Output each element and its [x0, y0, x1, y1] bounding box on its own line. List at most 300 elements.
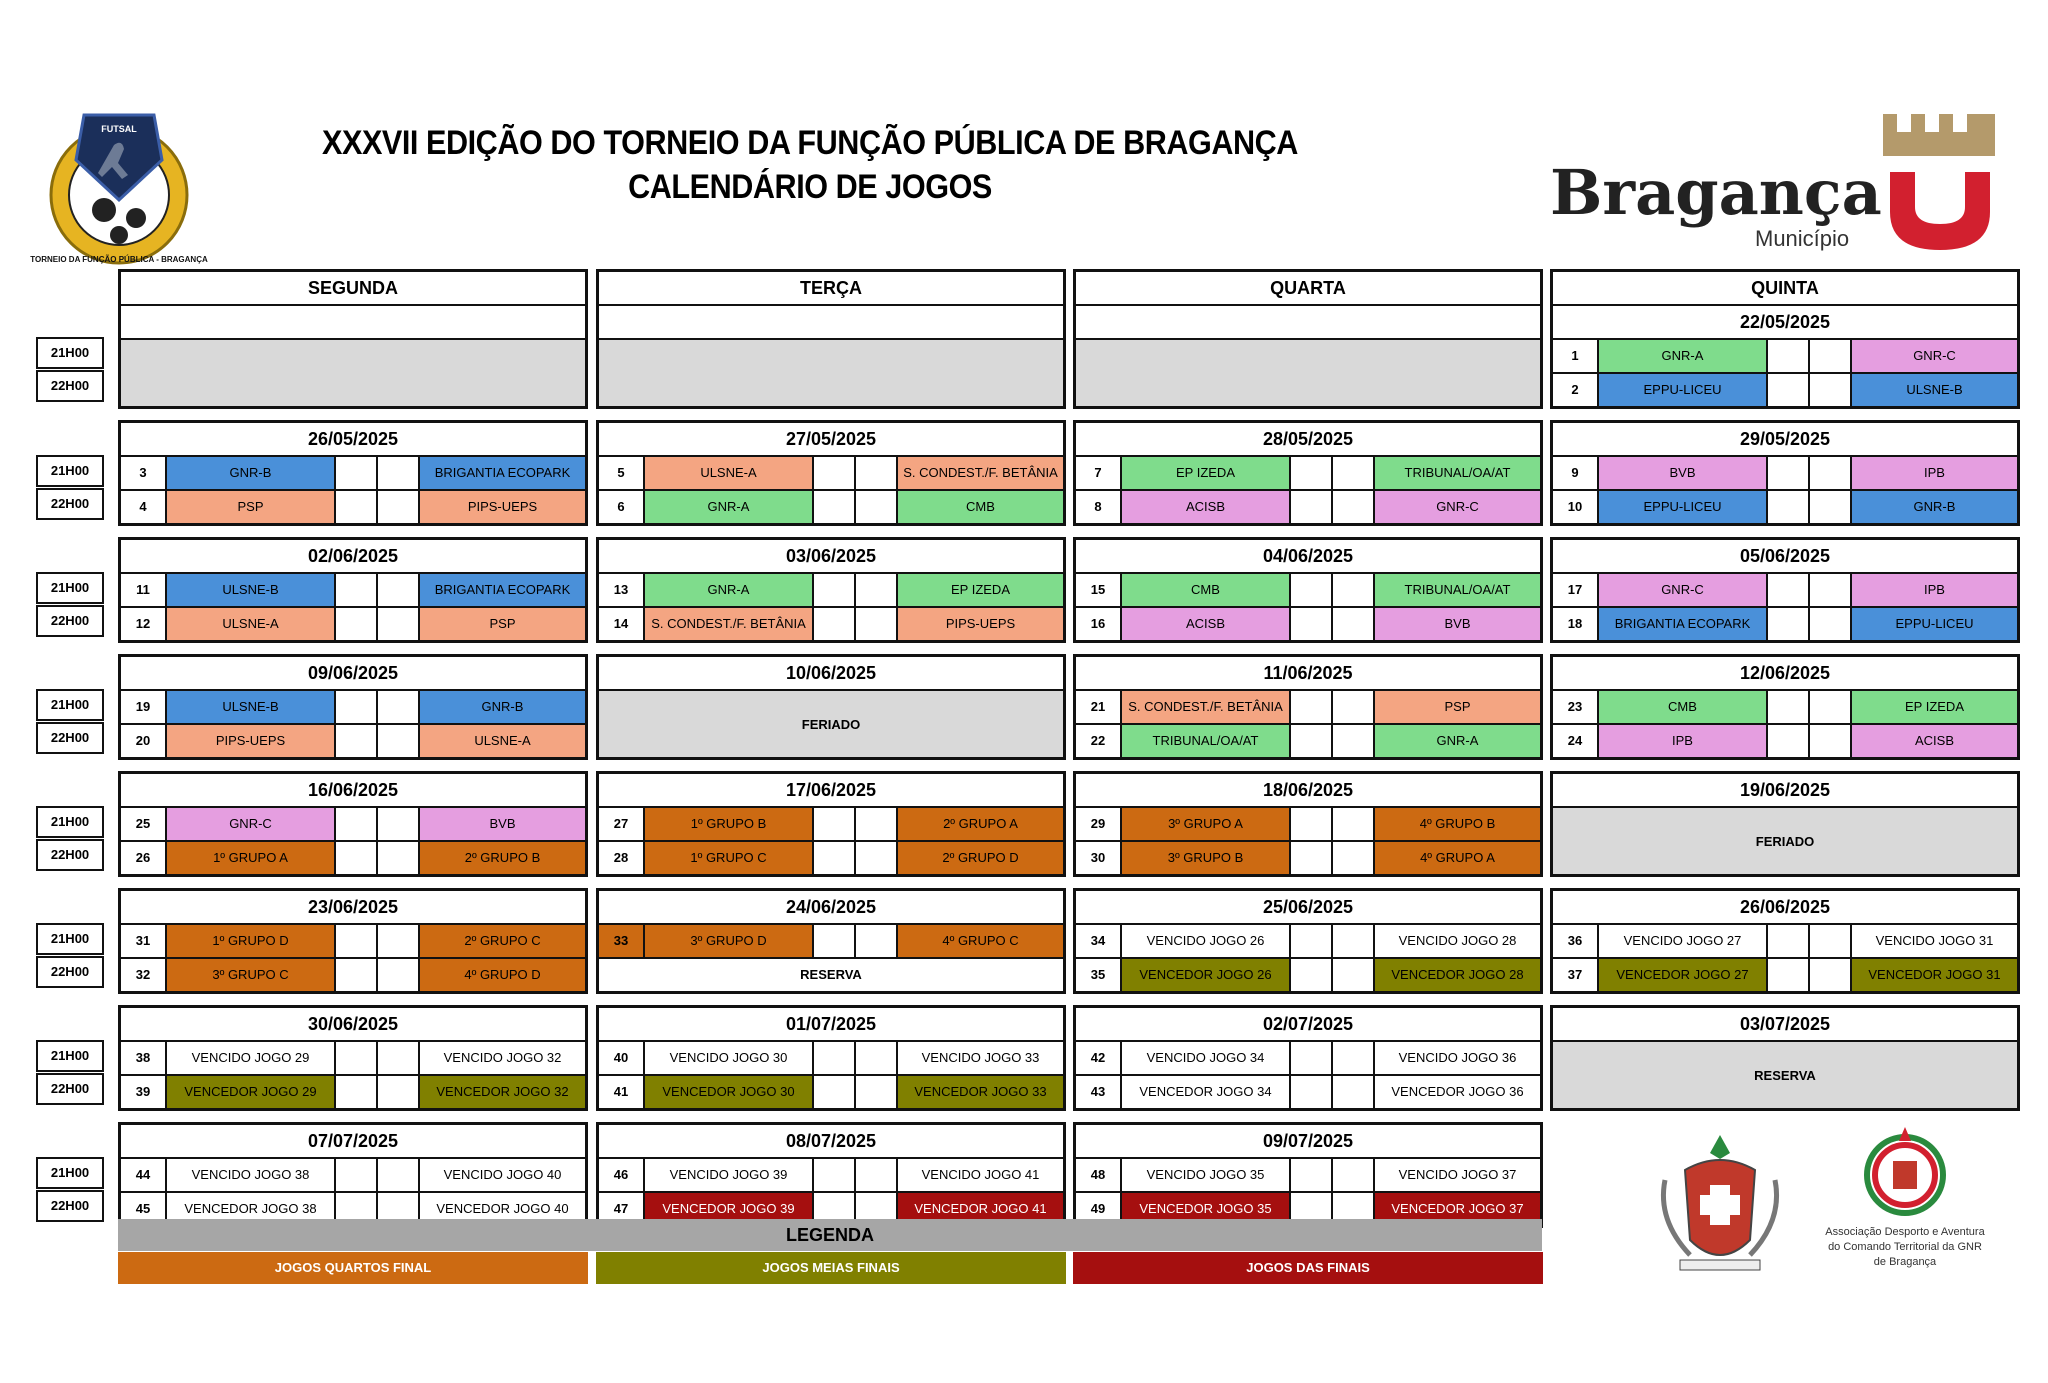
team-home: VENCIDO JOGO 34: [1122, 1042, 1291, 1074]
team-away: VENCIDO JOGO 40: [443, 1167, 562, 1182]
legend-title: LEGENDA: [118, 1219, 1542, 1251]
team-home: VENCEDOR JOGO 27: [1599, 959, 1768, 991]
game-row: [599, 1159, 1063, 1193]
day-date: 10/06/2025: [599, 657, 1063, 691]
week0-thursday: [1550, 269, 2020, 409]
time-label: 22H00: [36, 839, 104, 871]
game-row: [1553, 959, 2017, 991]
game-number: 24: [1553, 725, 1599, 757]
empty-date: [1076, 306, 1540, 340]
time-label: 21H00: [36, 1040, 104, 1072]
game-number: 8: [1076, 491, 1122, 523]
day-block: [1550, 420, 2020, 526]
score-away: [1810, 491, 1852, 523]
score-away: [1810, 374, 1852, 406]
score-home: [1291, 925, 1333, 957]
game-number: 9: [1553, 457, 1599, 489]
team-away: VENCEDOR JOGO 31: [1852, 959, 2017, 991]
day-date: 23/06/2025: [121, 891, 585, 925]
game-row: [121, 608, 585, 640]
score-home: [336, 842, 378, 874]
team-home: EPPU-LICEU: [1599, 491, 1768, 523]
game-row: [599, 574, 1063, 608]
score-home: [1291, 725, 1333, 757]
game-number: 39: [121, 1076, 167, 1108]
game-row: [121, 959, 585, 991]
game-row: [1553, 691, 2017, 725]
team-away: S. CONDEST./F. BETÂNIA: [898, 457, 1063, 489]
score-away: [1810, 959, 1852, 991]
score-home: [336, 808, 378, 840]
team-home: GNR-A: [645, 574, 814, 606]
game-number: 13: [599, 574, 645, 606]
day-date: 02/06/2025: [121, 540, 585, 574]
team-away: GNR-A: [1375, 725, 1540, 757]
team-home: VENCEDOR JOGO 30: [645, 1076, 814, 1108]
team-home: S. CONDEST./F. BETÂNIA: [645, 608, 814, 640]
game-number: 42: [1076, 1042, 1122, 1074]
game-row: [1076, 842, 1540, 874]
day-date: 03/07/2025: [1553, 1008, 2017, 1042]
score-away: [378, 1159, 420, 1191]
score-away: [1333, 925, 1375, 957]
score-away: [1810, 340, 1852, 372]
day-date: 11/06/2025: [1076, 657, 1540, 691]
game-number: 11: [121, 574, 167, 606]
score-away: [856, 491, 898, 523]
day-date: 07/07/2025: [121, 1125, 585, 1159]
game-number: 37: [1553, 959, 1599, 991]
score-home: [1291, 491, 1333, 523]
game-row: [1076, 1076, 1540, 1108]
game-number: 48: [1076, 1159, 1122, 1191]
score-home: [1768, 374, 1810, 406]
game-number: 35: [1076, 959, 1122, 991]
game-number: 25: [121, 808, 167, 840]
team-home: S. CONDEST./F. BETÂNIA: [1122, 691, 1291, 723]
team-home: 1º GRUPO A: [167, 842, 336, 874]
score-away: [1333, 691, 1375, 723]
futsal-tournament-logo: [30, 100, 208, 266]
score-home: [814, 608, 856, 640]
team-home: 3º GRUPO A: [1122, 808, 1291, 840]
game-row: [599, 842, 1063, 874]
week0-wednesday: [1073, 269, 1543, 409]
score-home: [1291, 959, 1333, 991]
day-date: 19/06/2025: [1553, 774, 2017, 808]
page-title: XXXVII EDIÇÃO DO TORNEIO DA FUNÇÃO PÚBLICA DE BRAGANÇA: [322, 124, 1298, 162]
team-home: GNR-A: [1599, 340, 1768, 372]
team-home: PIPS-UEPS: [167, 725, 336, 757]
day-block: [1550, 1005, 2020, 1111]
team-home: 3º GRUPO C: [167, 959, 336, 991]
game-number: 34: [1076, 925, 1122, 957]
team-away: BVB: [1375, 608, 1540, 640]
holiday-label: FERIADO: [599, 691, 1063, 757]
game-row: [121, 1076, 585, 1108]
team-home: BRIGANTIA ECOPARK: [1599, 608, 1768, 640]
empty-slot: [121, 340, 585, 406]
score-home: [1291, 842, 1333, 874]
game-row: [121, 725, 585, 757]
score-away: [856, 457, 898, 489]
game-number: 29: [1076, 808, 1122, 840]
team-home: GNR-A: [645, 491, 814, 523]
game-row: [599, 457, 1063, 491]
day-date: 09/06/2025: [121, 657, 585, 691]
day-block: [118, 888, 588, 994]
team-away: BRIGANTIA ECOPARK: [420, 457, 585, 489]
day-date: 16/06/2025: [121, 774, 585, 808]
team-home: IPB: [1599, 725, 1768, 757]
team-away: EPPU-LICEU: [1852, 608, 2017, 640]
day-block: [1073, 537, 1543, 643]
team-home: BVB: [1599, 457, 1768, 489]
score-home: [1768, 340, 1810, 372]
score-home: [1291, 457, 1333, 489]
score-away: [856, 842, 898, 874]
game-number: 43: [1076, 1076, 1122, 1108]
score-home: [1291, 608, 1333, 640]
game-number: 6: [599, 491, 645, 523]
score-away: [856, 1076, 898, 1108]
team-home: 1º GRUPO D: [167, 925, 336, 957]
score-away: [378, 925, 420, 957]
team-away: 4º GRUPO C: [898, 925, 1063, 957]
time-label: 22H00: [36, 1073, 104, 1105]
team-home: VENCIDO JOGO 30: [645, 1042, 814, 1074]
score-home: [336, 925, 378, 957]
team-home: GNR-C: [167, 808, 336, 840]
day-date: 22/05/2025: [1553, 306, 2017, 340]
game-row: [1076, 1159, 1540, 1193]
game-number: 14: [599, 608, 645, 640]
day-header-terca: TERÇA: [599, 272, 1063, 306]
game-row: [599, 608, 1063, 640]
score-home: [1291, 691, 1333, 723]
day-block: [596, 888, 1066, 994]
score-away: [378, 608, 420, 640]
team-away: TRIBUNAL/OA/AT: [1375, 457, 1540, 489]
team-away: VENCEDOR JOGO 37: [1375, 1193, 1540, 1225]
score-away: [1333, 608, 1375, 640]
game-row: [1553, 340, 2017, 374]
team-away: PSP: [420, 608, 585, 640]
braganca-municipality-logo: [1550, 112, 2005, 252]
team-away: VENCEDOR JOGO 36: [1391, 1084, 1524, 1099]
coat-of-arms: [1655, 1130, 1785, 1280]
day-block: [596, 654, 1066, 760]
score-home: [1768, 725, 1810, 757]
team-away: ULSNE-A: [420, 725, 585, 757]
score-away: [1810, 457, 1852, 489]
day-block: [118, 1005, 588, 1111]
team-home: VENCEDOR JOGO 34: [1122, 1076, 1291, 1108]
game-number: 46: [599, 1159, 645, 1191]
game-row: [1553, 925, 2017, 959]
score-away: [856, 608, 898, 640]
day-date: 02/07/2025: [1076, 1008, 1540, 1042]
game-number: 20: [121, 725, 167, 757]
game-number: 41: [599, 1076, 645, 1108]
game-number: 1: [1553, 340, 1599, 372]
game-row: [121, 842, 585, 874]
team-home: VENCEDOR JOGO 35: [1122, 1193, 1291, 1225]
game-row: [121, 457, 585, 491]
team-away: IPB: [1852, 457, 2017, 489]
day-block: [118, 537, 588, 643]
team-home: VENCIDO JOGO 27: [1599, 925, 1768, 957]
game-row: [1076, 959, 1540, 991]
team-away: GNR-B: [420, 691, 585, 723]
team-away: 2º GRUPO B: [420, 842, 585, 874]
team-home: PSP: [167, 491, 336, 523]
game-row: [599, 1042, 1063, 1076]
team-home: EP IZEDA: [1122, 457, 1291, 489]
game-number: 7: [1076, 457, 1122, 489]
game-number: 17: [1553, 574, 1599, 606]
team-away: VENCIDO JOGO 37: [1398, 1167, 1517, 1182]
time-label: 21H00: [36, 923, 104, 955]
team-away: IPB: [1852, 574, 2017, 606]
day-block: [1073, 771, 1543, 877]
score-home: [814, 491, 856, 523]
team-home: GNR-C: [1599, 574, 1768, 606]
team-home: 3º GRUPO B: [1122, 842, 1291, 874]
team-away: TRIBUNAL/OA/AT: [1375, 574, 1540, 606]
team-away: VENCEDOR JOGO 40: [436, 1201, 569, 1216]
game-number: 49: [1076, 1193, 1122, 1225]
score-away: [378, 574, 420, 606]
day-block: [1550, 537, 2020, 643]
score-home: [814, 1042, 856, 1074]
score-home: [1768, 959, 1810, 991]
day-date: 03/06/2025: [599, 540, 1063, 574]
game-row: [1076, 691, 1540, 725]
game-row: [599, 1076, 1063, 1108]
score-home: [336, 608, 378, 640]
reserve-label: RESERVA: [800, 967, 862, 982]
legend-item-quarters: JOGOS QUARTOS FINAL: [118, 1252, 588, 1284]
game-number: 10: [1553, 491, 1599, 523]
game-row: [1076, 808, 1540, 842]
legend-item-semis: JOGOS MEIAS FINAIS: [596, 1252, 1066, 1284]
score-away: [856, 1159, 898, 1191]
score-away: [1333, 842, 1375, 874]
team-away: 4º GRUPO B: [1375, 808, 1540, 840]
score-away: [378, 959, 420, 991]
team-away: GNR-C: [1852, 340, 2017, 372]
score-away: [1333, 959, 1375, 991]
team-away: VENCIDO JOGO 36: [1398, 1050, 1517, 1065]
score-home: [814, 842, 856, 874]
team-home: ACISB: [1122, 491, 1291, 523]
team-away: PIPS-UEPS: [420, 491, 585, 523]
score-away: [856, 574, 898, 606]
game-row: [1553, 574, 2017, 608]
game-row: [121, 574, 585, 608]
team-home: VENCEDOR JOGO 26: [1122, 959, 1291, 991]
team-away: PIPS-UEPS: [898, 608, 1063, 640]
day-block: [596, 771, 1066, 877]
game-number: 12: [121, 608, 167, 640]
game-number: 22: [1076, 725, 1122, 757]
team-away: BVB: [420, 808, 585, 840]
time-label: 21H00: [36, 1157, 104, 1189]
holiday-label: RESERVA: [1553, 1042, 2017, 1108]
score-home: [814, 808, 856, 840]
team-away: VENCEDOR JOGO 33: [898, 1076, 1063, 1108]
assoc-text-line3: de Bragança: [1873, 1256, 1937, 1268]
score-home: [814, 1076, 856, 1108]
day-block: [596, 1122, 1066, 1228]
team-home: VENCIDO JOGO 38: [167, 1159, 336, 1191]
game-row: [121, 491, 585, 523]
day-date: 27/05/2025: [599, 423, 1063, 457]
team-away: ACISB: [1852, 725, 2017, 757]
time-label: 22H00: [36, 956, 104, 988]
game-number: 23: [1553, 691, 1599, 723]
game-row: [121, 1042, 585, 1076]
team-away: 2º GRUPO D: [898, 842, 1063, 874]
game-number: 33: [599, 925, 645, 957]
day-header-quinta: QUINTA: [1553, 272, 2017, 306]
day-block: [118, 1122, 588, 1228]
day-block: [1073, 654, 1543, 760]
team-away: EP IZEDA: [1852, 691, 2017, 723]
day-block: [118, 420, 588, 526]
empty-date: [599, 306, 1063, 340]
day-date: 09/07/2025: [1076, 1125, 1540, 1159]
game-number: 32: [121, 959, 167, 991]
day-block: [118, 654, 588, 760]
game-row: [121, 1159, 585, 1193]
team-away: VENCIDO JOGO 32: [443, 1050, 562, 1065]
day-date: 17/06/2025: [599, 774, 1063, 808]
time-label: 22H00: [36, 488, 104, 520]
score-home: [814, 457, 856, 489]
score-away: [1333, 574, 1375, 606]
score-home: [1768, 608, 1810, 640]
score-away: [378, 842, 420, 874]
team-away: BRIGANTIA ECOPARK: [420, 574, 585, 606]
team-away: VENCIDO JOGO 33: [921, 1050, 1040, 1065]
page-subtitle: CALENDÁRIO DE JOGOS: [628, 168, 992, 206]
time-label: 21H00: [36, 806, 104, 838]
game-number: 2: [1553, 374, 1599, 406]
time-label: 22H00: [36, 605, 104, 637]
game-row: [1076, 491, 1540, 523]
score-home: [1291, 1159, 1333, 1191]
day-block: [1550, 771, 2020, 877]
game-number: 5: [599, 457, 645, 489]
day-block: [1073, 1005, 1543, 1111]
score-home: [336, 1076, 378, 1108]
score-away: [1810, 574, 1852, 606]
score-away: [1333, 808, 1375, 840]
team-home: GNR-B: [167, 457, 336, 489]
week0-monday: [118, 269, 588, 409]
game-row: [1553, 374, 2017, 406]
team-home: 1º GRUPO B: [645, 808, 814, 840]
empty-date: [121, 306, 585, 340]
score-away: [856, 925, 898, 957]
game-number: 19: [121, 691, 167, 723]
team-home: VENCIDO JOGO 35: [1122, 1159, 1291, 1191]
svg-text:Bragança: Bragança: [1550, 156, 1882, 229]
time-label: 22H00: [36, 370, 104, 402]
score-away: [1810, 691, 1852, 723]
team-home: EPPU-LICEU: [1599, 374, 1768, 406]
score-away: [378, 491, 420, 523]
game-row: [1076, 725, 1540, 757]
team-away: PSP: [1375, 691, 1540, 723]
score-away: [1810, 725, 1852, 757]
score-away: [378, 457, 420, 489]
game-number: 28: [599, 842, 645, 874]
score-home: [336, 1042, 378, 1074]
team-home: VENCIDO JOGO 26: [1122, 925, 1291, 957]
score-away: [378, 1042, 420, 1074]
team-away: VENCIDO JOGO 41: [921, 1167, 1040, 1182]
score-away: [1333, 1159, 1375, 1191]
score-home: [1291, 574, 1333, 606]
team-home: VENCEDOR JOGO 39: [645, 1193, 814, 1225]
score-home: [336, 491, 378, 523]
day-date: 01/07/2025: [599, 1008, 1063, 1042]
game-row: [121, 691, 585, 725]
score-away: [1333, 1042, 1375, 1074]
game-row: [1076, 574, 1540, 608]
svg-text:Município: Município: [1755, 226, 1850, 251]
game-number: 45: [121, 1193, 167, 1225]
team-away: ULSNE-B: [1852, 374, 2017, 406]
game-row: [1553, 457, 2017, 491]
game-row: [121, 808, 585, 842]
team-away: VENCIDO JOGO 28: [1398, 933, 1517, 948]
game-row: [1076, 608, 1540, 640]
score-away: [1333, 725, 1375, 757]
team-away: VENCEDOR JOGO 41: [898, 1193, 1063, 1225]
day-date: 08/07/2025: [599, 1125, 1063, 1159]
game-row: [599, 808, 1063, 842]
day-date: 25/06/2025: [1076, 891, 1540, 925]
game-number: 30: [1076, 842, 1122, 874]
team-home: VENCEDOR JOGO 38: [167, 1193, 336, 1225]
team-home: TRIBUNAL/OA/AT: [1122, 725, 1291, 757]
time-label: 21H00: [36, 572, 104, 604]
score-home: [1768, 691, 1810, 723]
score-home: [336, 691, 378, 723]
score-home: [1768, 925, 1810, 957]
day-block: [1073, 888, 1543, 994]
team-away: CMB: [898, 491, 1063, 523]
score-home: [336, 959, 378, 991]
gnr-association-logo: [1815, 1125, 1995, 1295]
game-row: [121, 925, 585, 959]
game-number: 21: [1076, 691, 1122, 723]
game-row: [1553, 725, 2017, 757]
score-home: [1291, 1042, 1333, 1074]
empty-slot: [599, 340, 1063, 406]
score-away: [378, 808, 420, 840]
score-away: [1333, 491, 1375, 523]
day-date: 29/05/2025: [1553, 423, 2017, 457]
team-home: ULSNE-A: [645, 457, 814, 489]
time-label: 22H00: [36, 722, 104, 754]
time-label: 21H00: [36, 337, 104, 369]
score-home: [336, 574, 378, 606]
